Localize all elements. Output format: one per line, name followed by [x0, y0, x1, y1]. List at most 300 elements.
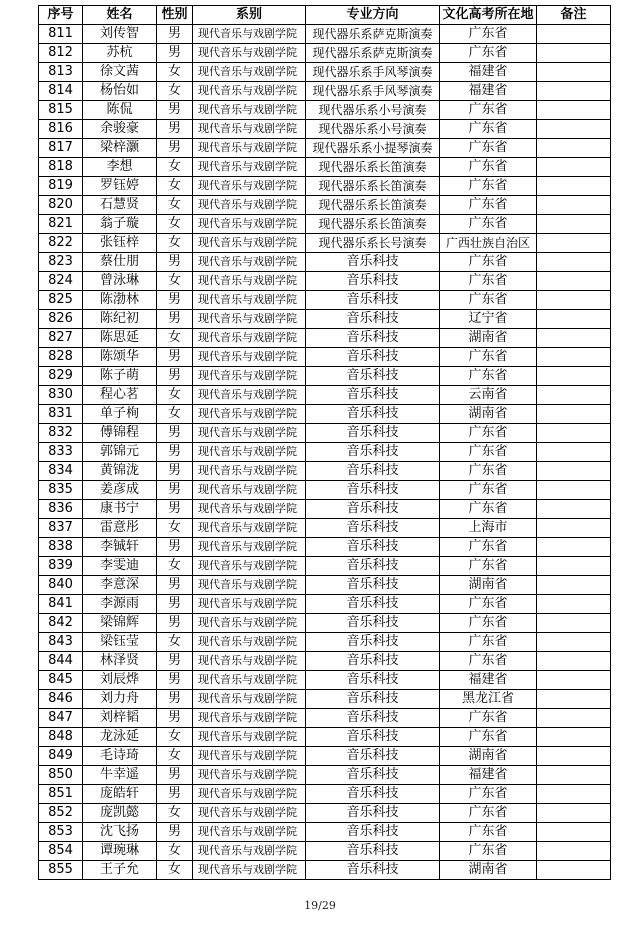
cell-name: 徐文茜	[83, 63, 157, 82]
cell-name: 李雯迪	[83, 557, 157, 576]
cell-gender: 男	[157, 44, 193, 63]
cell-name: 陈颂华	[83, 348, 157, 367]
cell-department: 现代音乐与戏剧学院	[193, 310, 306, 329]
cell-department: 现代音乐与戏剧学院	[193, 823, 306, 842]
cell-department: 现代音乐与戏剧学院	[193, 329, 306, 348]
cell-exam-location: 广东省	[440, 272, 537, 291]
cell-major: 音乐科技	[306, 462, 440, 481]
cell-remarks	[537, 329, 611, 348]
cell-remarks	[537, 310, 611, 329]
cell-seq: 839	[39, 557, 83, 576]
cell-department: 现代音乐与戏剧学院	[193, 595, 306, 614]
cell-seq: 826	[39, 310, 83, 329]
cell-major: 音乐科技	[306, 690, 440, 709]
cell-exam-location: 广东省	[440, 595, 537, 614]
cell-gender: 男	[157, 443, 193, 462]
cell-gender: 男	[157, 424, 193, 443]
cell-name: 林泽贤	[83, 652, 157, 671]
cell-seq: 824	[39, 272, 83, 291]
cell-gender: 女	[157, 272, 193, 291]
cell-exam-location: 湖南省	[440, 861, 537, 880]
cell-gender: 女	[157, 519, 193, 538]
cell-major: 音乐科技	[306, 348, 440, 367]
cell-remarks	[537, 215, 611, 234]
cell-gender: 男	[157, 785, 193, 804]
cell-major: 现代器乐系长笛演奏	[306, 215, 440, 234]
table-row	[39, 614, 611, 633]
cell-name: 傅锦程	[83, 424, 157, 443]
cell-name: 李源雨	[83, 595, 157, 614]
cell-exam-location: 广东省	[440, 652, 537, 671]
cell-seq: 852	[39, 804, 83, 823]
cell-department: 现代音乐与戏剧学院	[193, 139, 306, 158]
cell-gender: 男	[157, 652, 193, 671]
cell-name: 刘辰烨	[83, 671, 157, 690]
cell-department: 现代音乐与戏剧学院	[193, 804, 306, 823]
cell-seq: 851	[39, 785, 83, 804]
cell-seq: 815	[39, 101, 83, 120]
cell-department: 现代音乐与戏剧学院	[193, 291, 306, 310]
cell-remarks	[537, 842, 611, 861]
cell-name: 陈侃	[83, 101, 157, 120]
cell-exam-location: 广东省	[440, 158, 537, 177]
cell-gender: 男	[157, 101, 193, 120]
cell-gender: 男	[157, 310, 193, 329]
table-row	[39, 481, 611, 500]
table-row	[39, 538, 611, 557]
cell-major: 音乐科技	[306, 291, 440, 310]
cell-remarks	[537, 861, 611, 880]
cell-major: 音乐科技	[306, 329, 440, 348]
cell-exam-location: 福建省	[440, 766, 537, 785]
cell-remarks	[537, 652, 611, 671]
cell-gender: 男	[157, 671, 193, 690]
cell-remarks	[537, 25, 611, 44]
cell-exam-location: 广东省	[440, 823, 537, 842]
cell-remarks	[537, 272, 611, 291]
cell-gender: 女	[157, 728, 193, 747]
cell-name: 杨怡如	[83, 82, 157, 101]
cell-exam-location: 湖南省	[440, 405, 537, 424]
cell-major: 音乐科技	[306, 557, 440, 576]
cell-exam-location: 广东省	[440, 557, 537, 576]
cell-name: 蔡仕朋	[83, 253, 157, 272]
table-row	[39, 272, 611, 291]
cell-name: 龙泳延	[83, 728, 157, 747]
cell-department: 现代音乐与戏剧学院	[193, 519, 306, 538]
cell-name: 张钰梓	[83, 234, 157, 253]
table-row	[39, 386, 611, 405]
cell-remarks	[537, 120, 611, 139]
cell-seq: 842	[39, 614, 83, 633]
cell-gender: 女	[157, 557, 193, 576]
cell-major: 现代器乐系手风琴演奏	[306, 63, 440, 82]
table-row	[39, 139, 611, 158]
cell-seq: 838	[39, 538, 83, 557]
cell-remarks	[537, 804, 611, 823]
table-row	[39, 101, 611, 120]
cell-remarks	[537, 405, 611, 424]
cell-gender: 男	[157, 595, 193, 614]
cell-gender: 男	[157, 120, 193, 139]
cell-name: 苏杭	[83, 44, 157, 63]
cell-seq: 823	[39, 253, 83, 272]
cell-seq: 831	[39, 405, 83, 424]
cell-exam-location: 福建省	[440, 63, 537, 82]
cell-remarks	[537, 367, 611, 386]
cell-name: 刘梓韬	[83, 709, 157, 728]
cell-remarks	[537, 557, 611, 576]
cell-major: 音乐科技	[306, 633, 440, 652]
cell-major: 音乐科技	[306, 671, 440, 690]
cell-major: 现代器乐系长笛演奏	[306, 177, 440, 196]
cell-gender: 男	[157, 139, 193, 158]
cell-exam-location: 广东省	[440, 44, 537, 63]
cell-gender: 女	[157, 158, 193, 177]
cell-department: 现代音乐与戏剧学院	[193, 82, 306, 101]
cell-seq: 846	[39, 690, 83, 709]
cell-seq: 834	[39, 462, 83, 481]
cell-major: 音乐科技	[306, 519, 440, 538]
cell-gender: 男	[157, 709, 193, 728]
table-row	[39, 63, 611, 82]
cell-major: 音乐科技	[306, 424, 440, 443]
cell-department: 现代音乐与戏剧学院	[193, 842, 306, 861]
header-seq: 序号	[39, 6, 83, 25]
cell-major: 音乐科技	[306, 747, 440, 766]
cell-remarks	[537, 158, 611, 177]
cell-gender: 男	[157, 25, 193, 44]
cell-name: 康书宁	[83, 500, 157, 519]
cell-exam-location: 湖南省	[440, 576, 537, 595]
table-row	[39, 747, 611, 766]
table-row	[39, 709, 611, 728]
table-row	[39, 25, 611, 44]
cell-gender: 男	[157, 462, 193, 481]
cell-department: 现代音乐与戏剧学院	[193, 785, 306, 804]
cell-major: 音乐科技	[306, 253, 440, 272]
cell-remarks	[537, 196, 611, 215]
cell-gender: 女	[157, 842, 193, 861]
cell-exam-location: 广东省	[440, 538, 537, 557]
page-number: 19/29	[304, 899, 336, 912]
table-row	[39, 804, 611, 823]
cell-name: 黄锦泷	[83, 462, 157, 481]
cell-remarks	[537, 253, 611, 272]
cell-seq: 837	[39, 519, 83, 538]
header-remarks: 备注	[537, 6, 611, 25]
cell-exam-location: 广东省	[440, 424, 537, 443]
cell-remarks	[537, 823, 611, 842]
table-row	[39, 405, 611, 424]
cell-remarks	[537, 424, 611, 443]
header-gender: 性别	[157, 6, 193, 25]
cell-major: 音乐科技	[306, 842, 440, 861]
table-row	[39, 215, 611, 234]
cell-gender: 男	[157, 614, 193, 633]
cell-seq: 835	[39, 481, 83, 500]
cell-name: 沈飞扬	[83, 823, 157, 842]
cell-seq: 849	[39, 747, 83, 766]
cell-major: 音乐科技	[306, 823, 440, 842]
cell-name: 姜彦成	[83, 481, 157, 500]
cell-gender: 女	[157, 234, 193, 253]
cell-department: 现代音乐与戏剧学院	[193, 690, 306, 709]
cell-gender: 女	[157, 633, 193, 652]
cell-seq: 822	[39, 234, 83, 253]
cell-remarks	[537, 44, 611, 63]
cell-name: 李意深	[83, 576, 157, 595]
cell-exam-location: 广东省	[440, 709, 537, 728]
cell-exam-location: 辽宁省	[440, 310, 537, 329]
cell-gender: 男	[157, 823, 193, 842]
table-row	[39, 557, 611, 576]
cell-exam-location: 云南省	[440, 386, 537, 405]
cell-department: 现代音乐与戏剧学院	[193, 462, 306, 481]
cell-name: 庞凯懿	[83, 804, 157, 823]
cell-seq: 848	[39, 728, 83, 747]
cell-department: 现代音乐与戏剧学院	[193, 728, 306, 747]
cell-major: 现代器乐系长号演奏	[306, 234, 440, 253]
cell-major: 音乐科技	[306, 538, 440, 557]
cell-name: 陈子萌	[83, 367, 157, 386]
cell-name: 刘传智	[83, 25, 157, 44]
cell-remarks	[537, 82, 611, 101]
cell-gender: 女	[157, 196, 193, 215]
cell-gender: 女	[157, 82, 193, 101]
cell-gender: 男	[157, 576, 193, 595]
cell-exam-location: 广东省	[440, 367, 537, 386]
cell-department: 现代音乐与戏剧学院	[193, 766, 306, 785]
cell-name: 李想	[83, 158, 157, 177]
cell-department: 现代音乐与戏剧学院	[193, 424, 306, 443]
cell-remarks	[537, 101, 611, 120]
table-row	[39, 576, 611, 595]
cell-department: 现代音乐与戏剧学院	[193, 101, 306, 120]
cell-department: 现代音乐与戏剧学院	[193, 215, 306, 234]
cell-exam-location: 广东省	[440, 614, 537, 633]
cell-department: 现代音乐与戏剧学院	[193, 671, 306, 690]
cell-name: 毛诗琦	[83, 747, 157, 766]
cell-name: 梁锦辉	[83, 614, 157, 633]
cell-exam-location: 湖南省	[440, 747, 537, 766]
cell-department: 现代音乐与戏剧学院	[193, 234, 306, 253]
cell-gender: 男	[157, 538, 193, 557]
cell-exam-location: 湖南省	[440, 329, 537, 348]
table-row	[39, 671, 611, 690]
cell-department: 现代音乐与戏剧学院	[193, 481, 306, 500]
cell-remarks	[537, 728, 611, 747]
table-row	[39, 595, 611, 614]
cell-name: 陈渤林	[83, 291, 157, 310]
cell-major: 音乐科技	[306, 386, 440, 405]
cell-major: 音乐科技	[306, 652, 440, 671]
cell-remarks	[537, 519, 611, 538]
table-row	[39, 177, 611, 196]
cell-name: 余骏豪	[83, 120, 157, 139]
cell-department: 现代音乐与戏剧学院	[193, 253, 306, 272]
cell-name: 翁子璇	[83, 215, 157, 234]
table-row	[39, 424, 611, 443]
cell-name: 王子允	[83, 861, 157, 880]
cell-exam-location: 广东省	[440, 196, 537, 215]
cell-major: 现代器乐系手风琴演奏	[306, 82, 440, 101]
cell-name: 雷意彤	[83, 519, 157, 538]
cell-seq: 819	[39, 177, 83, 196]
cell-major: 音乐科技	[306, 367, 440, 386]
cell-seq: 830	[39, 386, 83, 405]
table-header-row	[39, 6, 611, 25]
table-body	[39, 25, 611, 880]
table-row	[39, 652, 611, 671]
cell-seq: 845	[39, 671, 83, 690]
cell-department: 现代音乐与戏剧学院	[193, 652, 306, 671]
table-row	[39, 519, 611, 538]
cell-major: 音乐科技	[306, 481, 440, 500]
cell-remarks	[537, 443, 611, 462]
table-row	[39, 462, 611, 481]
cell-department: 现代音乐与戏剧学院	[193, 538, 306, 557]
table-row	[39, 766, 611, 785]
table-row	[39, 633, 611, 652]
cell-name: 庞皓轩	[83, 785, 157, 804]
cell-remarks	[537, 291, 611, 310]
cell-gender: 男	[157, 348, 193, 367]
cell-seq: 854	[39, 842, 83, 861]
cell-department: 现代音乐与戏剧学院	[193, 500, 306, 519]
cell-department: 现代音乐与戏剧学院	[193, 44, 306, 63]
cell-exam-location: 广东省	[440, 481, 537, 500]
table-row	[39, 823, 611, 842]
table-row	[39, 253, 611, 272]
cell-department: 现代音乐与戏剧学院	[193, 196, 306, 215]
cell-exam-location: 广东省	[440, 785, 537, 804]
table-row	[39, 443, 611, 462]
table-row	[39, 367, 611, 386]
cell-name: 陈思延	[83, 329, 157, 348]
cell-major: 现代器乐系长笛演奏	[306, 196, 440, 215]
cell-department: 现代音乐与戏剧学院	[193, 386, 306, 405]
cell-gender: 女	[157, 804, 193, 823]
cell-name: 李铖轩	[83, 538, 157, 557]
cell-major: 音乐科技	[306, 614, 440, 633]
cell-major: 音乐科技	[306, 766, 440, 785]
cell-department: 现代音乐与戏剧学院	[193, 633, 306, 652]
cell-seq: 843	[39, 633, 83, 652]
cell-major: 音乐科技	[306, 443, 440, 462]
cell-remarks	[537, 538, 611, 557]
cell-exam-location: 广东省	[440, 842, 537, 861]
cell-seq: 844	[39, 652, 83, 671]
header-exam-location: 文化高考所在地	[440, 6, 537, 25]
cell-major: 音乐科技	[306, 595, 440, 614]
cell-major: 现代器乐系萨克斯演奏	[306, 44, 440, 63]
table-row	[39, 82, 611, 101]
cell-exam-location: 广东省	[440, 253, 537, 272]
cell-exam-location: 广东省	[440, 462, 537, 481]
cell-gender: 男	[157, 253, 193, 272]
cell-gender: 女	[157, 747, 193, 766]
cell-gender: 女	[157, 405, 193, 424]
cell-name: 梁钰莹	[83, 633, 157, 652]
table-row	[39, 291, 611, 310]
cell-exam-location: 广东省	[440, 101, 537, 120]
table-row	[39, 44, 611, 63]
cell-name: 罗钰婷	[83, 177, 157, 196]
cell-remarks	[537, 481, 611, 500]
header-department: 系别	[193, 6, 306, 25]
cell-seq: 829	[39, 367, 83, 386]
cell-department: 现代音乐与戏剧学院	[193, 614, 306, 633]
table-row	[39, 785, 611, 804]
cell-major: 现代器乐系小号演奏	[306, 101, 440, 120]
cell-gender: 女	[157, 63, 193, 82]
cell-department: 现代音乐与戏剧学院	[193, 557, 306, 576]
cell-name: 单子栒	[83, 405, 157, 424]
table-row	[39, 728, 611, 747]
cell-exam-location: 福建省	[440, 671, 537, 690]
cell-seq: 850	[39, 766, 83, 785]
cell-seq: 841	[39, 595, 83, 614]
table-row	[39, 690, 611, 709]
cell-exam-location: 广东省	[440, 443, 537, 462]
cell-department: 现代音乐与戏剧学院	[193, 25, 306, 44]
cell-major: 音乐科技	[306, 728, 440, 747]
table-row	[39, 861, 611, 880]
cell-name: 牛幸遥	[83, 766, 157, 785]
admission-roster-table	[38, 5, 611, 880]
table-row	[39, 842, 611, 861]
cell-major: 现代器乐系小号演奏	[306, 120, 440, 139]
cell-seq: 818	[39, 158, 83, 177]
cell-gender: 女	[157, 177, 193, 196]
cell-exam-location: 广西壮族自治区	[440, 234, 537, 253]
cell-gender: 男	[157, 766, 193, 785]
cell-seq: 821	[39, 215, 83, 234]
cell-gender: 女	[157, 386, 193, 405]
cell-major: 音乐科技	[306, 576, 440, 595]
cell-major: 音乐科技	[306, 709, 440, 728]
cell-department: 现代音乐与戏剧学院	[193, 63, 306, 82]
cell-major: 音乐科技	[306, 405, 440, 424]
cell-exam-location: 广东省	[440, 215, 537, 234]
cell-seq: 855	[39, 861, 83, 880]
cell-department: 现代音乐与戏剧学院	[193, 348, 306, 367]
cell-remarks	[537, 348, 611, 367]
cell-remarks	[537, 386, 611, 405]
cell-name: 谭琬琳	[83, 842, 157, 861]
cell-seq: 828	[39, 348, 83, 367]
cell-major: 音乐科技	[306, 785, 440, 804]
table-row	[39, 158, 611, 177]
header-name: 姓名	[83, 6, 157, 25]
cell-seq: 812	[39, 44, 83, 63]
cell-remarks	[537, 633, 611, 652]
cell-major: 音乐科技	[306, 272, 440, 291]
cell-gender: 女	[157, 329, 193, 348]
cell-department: 现代音乐与戏剧学院	[193, 158, 306, 177]
cell-name: 梁梓灏	[83, 139, 157, 158]
cell-major: 现代器乐系小提琴演奏	[306, 139, 440, 158]
cell-major: 音乐科技	[306, 500, 440, 519]
cell-seq: 833	[39, 443, 83, 462]
cell-department: 现代音乐与戏剧学院	[193, 177, 306, 196]
table-row	[39, 234, 611, 253]
cell-major: 音乐科技	[306, 804, 440, 823]
cell-remarks	[537, 234, 611, 253]
cell-name: 程心茗	[83, 386, 157, 405]
cell-seq: 825	[39, 291, 83, 310]
